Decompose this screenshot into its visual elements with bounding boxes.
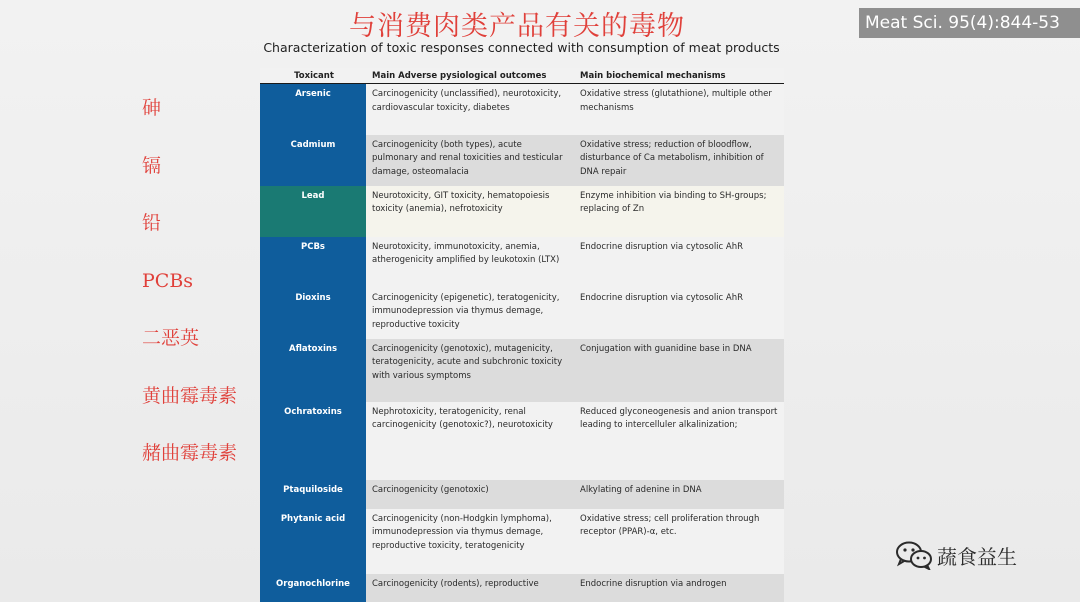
toxicant-cell: Cadmium (260, 135, 366, 186)
table-row (260, 288, 784, 339)
cn-label: 黄曲霉毒素 (142, 384, 238, 407)
toxicant-table-container (260, 68, 784, 602)
toxicant-cell: PCBs (260, 237, 366, 288)
table-row (260, 480, 784, 509)
table-row (260, 186, 784, 237)
outcome-cell: Neurotoxicity, GIT toxicity, hematopoiesis toxicity (anemia), nefrotoxicity (366, 186, 574, 237)
toxicant-cell: Lead (260, 186, 366, 237)
citation-label: Meat Sci. 95(4):844-53 (859, 8, 1080, 38)
mechanism-cell: Alkylating of adenine in DNA (574, 480, 784, 509)
cn-label: 砷 (142, 97, 162, 119)
toxicant-cell: Ochratoxins (260, 402, 366, 480)
table-row (260, 84, 784, 135)
toxicant-cell: Phytanic acid (260, 509, 366, 574)
toxicant-cell: Organochlorine (260, 574, 366, 602)
cn-label: 铅 (142, 212, 162, 234)
table-caption: Characterization of toxic responses connected with consumption of meat products (263, 40, 780, 55)
outcome-cell: Neurotoxicity, immunotoxicity, anemia, atherogenicity amplified by leukotoxin (LTX) (366, 237, 574, 288)
column-header-mechanisms: Main biochemical mechanisms (574, 68, 784, 84)
table-header-row (260, 68, 784, 84)
chinese-toxicant-list (142, 95, 237, 498)
table-row (260, 237, 784, 288)
cn-label: 镉 (142, 154, 162, 177)
outcome-cell: Carcinogenicity (rodents), reproductive (366, 574, 574, 602)
mechanism-cell: Reduced glyconeogenesis and anion transport leading to intercelluler alkalinization; (574, 402, 784, 480)
toxicant-cell: Dioxins (260, 288, 366, 339)
cn-label: 二恶英 (142, 327, 200, 349)
wechat-watermark (895, 537, 1017, 573)
outcome-cell: Carcinogenicity (genotoxic) (366, 480, 574, 509)
mechanism-cell: Enzyme inhibition via binding to SH-groups; replacing of Zn (574, 186, 784, 237)
mechanism-cell: Oxidative stress (glutathione), multiple other mechanisms (574, 84, 784, 135)
table-row (260, 402, 784, 480)
cn-label: 赭曲霉毒素 (142, 442, 238, 464)
mechanism-cell: Conjugation with guanidine base in DNA (574, 339, 784, 402)
outcome-cell: Carcinogenicity (non-Hodgkin lymphoma), immunodepression via thymus demage, reproductive toxicity, teratogenicity (366, 509, 574, 574)
toxicant-table (260, 68, 784, 602)
column-header-outcomes: Main Adverse pysiological outcomes (366, 68, 574, 84)
outcome-cell: Carcinogenicity (epigenetic), teratogenicity, immunodepression via thymus demage, reproductive toxicity (366, 288, 574, 339)
toxicant-cell: Aflatoxins (260, 339, 366, 402)
outcome-cell: Nephrotoxicity, teratogenicity, renal carcinogenicity (genotoxic?), neurotoxicity (366, 402, 574, 480)
table-row (260, 339, 784, 402)
toxicant-cell: Ptaquiloside (260, 480, 366, 509)
watermark-text: 蔬食益生 (937, 544, 1017, 569)
table-row (260, 574, 784, 602)
mechanism-cell: Endocrine disruption via cytosolic AhR (574, 237, 784, 288)
outcome-cell: Carcinogenicity (unclassified), neurotoxicity, cardiovascular toxicity, diabetes (366, 84, 574, 135)
table-body (260, 84, 784, 602)
outcome-cell: Carcinogenicity (both types), acute pulmonary and renal toxicities and testicular damage, osteomalacia (366, 135, 574, 186)
mechanism-cell: Oxidative stress; cell proliferation through receptor (PPAR)-α, etc. (574, 509, 784, 574)
wechat-icon (895, 540, 933, 570)
column-header-toxicant: Toxicant (260, 68, 366, 84)
table-row (260, 509, 784, 574)
table-row (260, 135, 784, 186)
cn-label: PCBs (142, 269, 194, 292)
mechanism-cell: Oxidative stress; reduction of bloodflow, disturbance of Ca metabolism, inhibition of DNA repair (574, 135, 784, 186)
slide-title: 与消费肉类产品有关的毒物 (349, 11, 685, 42)
outcome-cell: Carcinogenicity (genotoxic), mutagenicity, teratogenicity, acute and subchronic toxicity with various symptoms (366, 339, 574, 402)
toxicant-cell: Arsenic (260, 84, 366, 135)
mechanism-cell: Endocrine disruption via cytosolic AhR (574, 288, 784, 339)
mechanism-cell: Endocrine disruption via androgen (574, 574, 784, 602)
